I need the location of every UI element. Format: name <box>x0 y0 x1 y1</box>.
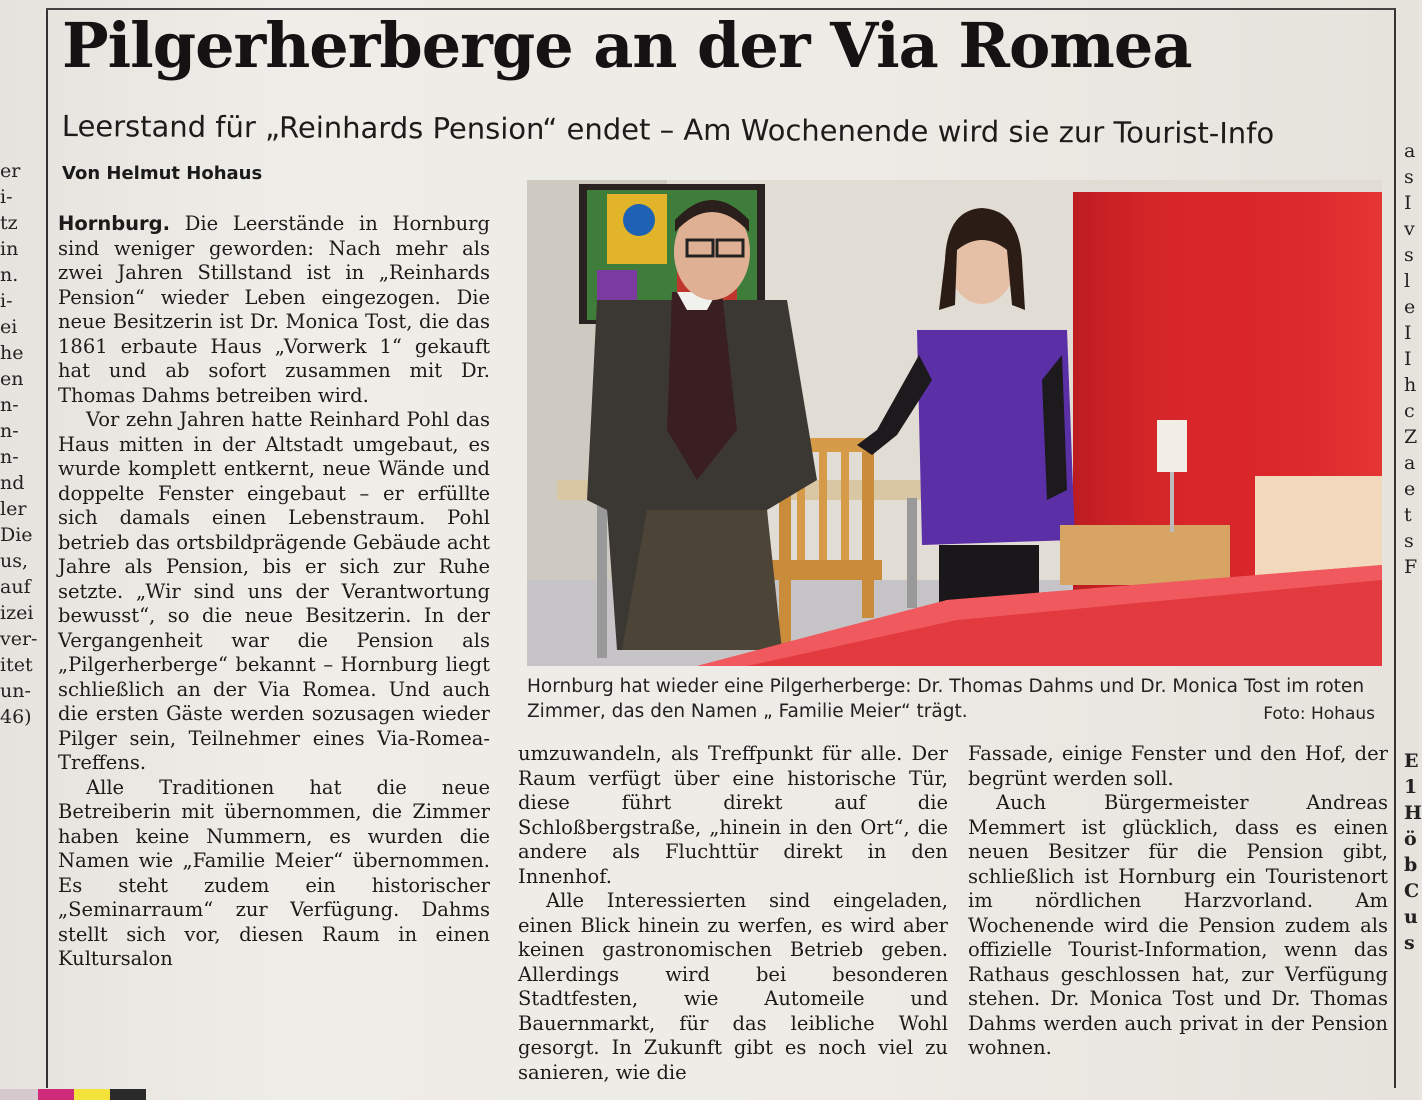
fragment-line: F <box>1404 556 1418 578</box>
fragment-line: izei <box>0 602 34 624</box>
fragment-line: n- <box>0 420 19 442</box>
fragment-line: s <box>1404 244 1414 266</box>
nightstand <box>1060 525 1230 585</box>
paragraph: Alle Interessierten sind eingeladen, einen Blick hinein zu werfen, es wird aber keinen gastronomischen Betrieb geben. Allerdings wird bei besonderen Stadtfesten, wie Automeile und Bauernmarkt, für das leibliche Wohl gesorgt. In Zukunft gibt es noch viel zu sanieren, wie die <box>518 889 948 1084</box>
fragment-line: i- <box>0 186 13 208</box>
fragment-line: er <box>0 160 21 182</box>
print-color-mark <box>38 1089 74 1100</box>
print-color-mark <box>74 1089 110 1100</box>
fragment-line: b <box>1404 854 1418 876</box>
fragment-line: ei <box>0 316 18 338</box>
article-column-1 <box>58 212 490 972</box>
fragment-line: E <box>1404 750 1419 772</box>
column-rule-right <box>1394 8 1396 1088</box>
fragment-line: v <box>1404 218 1415 240</box>
fragment-line: en <box>0 368 24 390</box>
fragment-line: l <box>1404 270 1411 292</box>
fragment-line: n- <box>0 446 19 468</box>
fragment-line: a <box>1404 452 1416 474</box>
fragment-line: itet <box>0 654 33 676</box>
fragment-line: 1 <box>1404 776 1418 798</box>
fragment-line: s <box>1404 530 1414 552</box>
dateline: Hornburg. <box>58 212 171 235</box>
fragment-line: I <box>1404 192 1412 214</box>
paragraph: Alle Traditionen hat die neue Betreiberin mit übernommen, die Zimmer haben keine Nummern, es wurden die Namen wie „Familie Meier“ übernommen. Es steht zudem ein historischer „Seminarraum“ zur Verfügung. Dahms stellt sich vor, diesen Raum in einen Kultursalon <box>58 775 490 970</box>
photo-caption <box>527 674 1375 724</box>
fragment-line: e <box>1404 478 1416 500</box>
fragment-line: n. <box>0 264 19 286</box>
adjacent-article-fragment-right-bottom <box>1404 748 1422 956</box>
fragment-line: H <box>1404 802 1422 824</box>
print-color-mark <box>0 1089 38 1100</box>
fragment-line: ver- <box>0 628 38 650</box>
paragraph: Fassade, einige Fenster und den Hof, der begrünt werden soll. <box>968 742 1388 790</box>
fragment-line: in <box>0 238 19 260</box>
fragment-line: c <box>1404 400 1415 422</box>
fragment-line: Z <box>1404 426 1418 448</box>
fragment-line: s <box>1404 932 1415 954</box>
fragment-line: ö <box>1404 828 1417 850</box>
fragment-line: h <box>1404 374 1417 396</box>
paragraph: Vor zehn Jahren hatte Reinhard Pohl das Haus mitten in der Altstadt umgebaut, es wurde komplett entkernt, neue Wände und doppelte Fenster eingebaut – er erfüllte sich damals einen Lebenstraum. Pohl betrieb das ortsbildprägende Gebäude acht Jahre als Pension, bis er sich zur Ruhe setzte. „Wir sind uns der Verantwortung bewusst“, so die neue Besitzerin. In der Vergangenheit war die Pension als „Pilgerherberge“ bekannt – Hornburg liegt schließlich an der Via Romea. Und auch die ersten Gäste werden sozusagen wieder Pilger sein, Teilnehmer eines Via-Romea-Treffens. <box>58 408 490 774</box>
article-photo <box>527 180 1382 666</box>
fragment-line: i- <box>0 290 13 312</box>
adjacent-article-fragment-right <box>1404 138 1419 580</box>
photo-credit: Foto: Hohaus <box>1263 704 1375 724</box>
fragment-line: auf <box>0 576 31 598</box>
fragment-line: Die <box>0 524 33 546</box>
article-column-3 <box>968 742 1388 1061</box>
fragment-line: t <box>1404 504 1412 526</box>
paragraph: Auch Bürgermeister Andreas Memmert ist glücklich, dass es einen neuen Besitzer für die Pension gibt, schließlich ist Hornburg ein Touristenort im nördlichen Harzvorland. Am Wochenende wird die Pension zudem als offizielle Tourist-Information, wenn das Rathaus geschlossen hat, zur Verfügung stehen. Dr. Monica Tost und Dr. Thomas Dahms werden auch privat in der Pension wohnen. <box>968 791 1388 1059</box>
fragment-line: I <box>1404 348 1412 370</box>
fragment-line: s <box>1404 166 1414 188</box>
fragment-line: n- <box>0 394 19 416</box>
fragment-line: us, <box>0 550 29 572</box>
fragment-line: e <box>1404 296 1416 318</box>
fragment-line: tz <box>0 212 18 234</box>
article-column-2 <box>518 742 948 1085</box>
fragment-line: un- <box>0 680 31 702</box>
fragment-line: nd <box>0 472 25 494</box>
photo-illustration <box>527 180 1382 666</box>
fragment-line: 46) <box>0 706 32 728</box>
fragment-line: u <box>1404 906 1418 928</box>
print-color-mark <box>110 1089 146 1100</box>
caption-text: Hornburg hat wieder eine Pilgerherberge: Dr. Thomas Dahms und Dr. Monica Tost im roten Zimmer, das den Namen „ Familie Meier“ trägt. <box>527 676 1365 722</box>
fragment-line: I <box>1404 322 1412 344</box>
byline: Von Helmut Hohaus <box>62 163 263 184</box>
lamp <box>1157 420 1187 472</box>
paragraph <box>58 212 490 408</box>
fragment-line: ler <box>0 498 27 520</box>
adjacent-article-fragment-left <box>0 158 44 730</box>
paragraph-text: Die Leerstände in Hornburg sind weniger geworden: Nach mehr als zwei Jahren Stillstand ist in „Reinhards Pension“ wieder Leben eingezogen. Die neue Besitzerin ist Dr. Monica Tost, die das 1861 erbaute Haus „Vorwerk 1“ gekauft hat und ab sofort zusammen mit Dr. Thomas Dahms betreiben wird. <box>58 212 490 407</box>
fragment-line: C <box>1404 880 1420 902</box>
subheadline: Leerstand für „Reinhards Pension“ endet – Am Wochenende wird sie zur Tourist-Info <box>61 108 1275 151</box>
fragment-line: he <box>0 342 24 364</box>
paragraph: umzuwandeln, als Treffpunkt für alle. Der Raum verfügt über eine historische Tür, diese führt direkt auf die Schloßbergstraße, „hinein in den Ort“, die andere als Fluchttür direkt in den Innenhof. <box>518 742 948 888</box>
headline: Pilgerherberge an der Via Romea <box>62 9 1192 82</box>
column-rule-left <box>46 8 48 1088</box>
fragment-line: a <box>1404 140 1416 162</box>
